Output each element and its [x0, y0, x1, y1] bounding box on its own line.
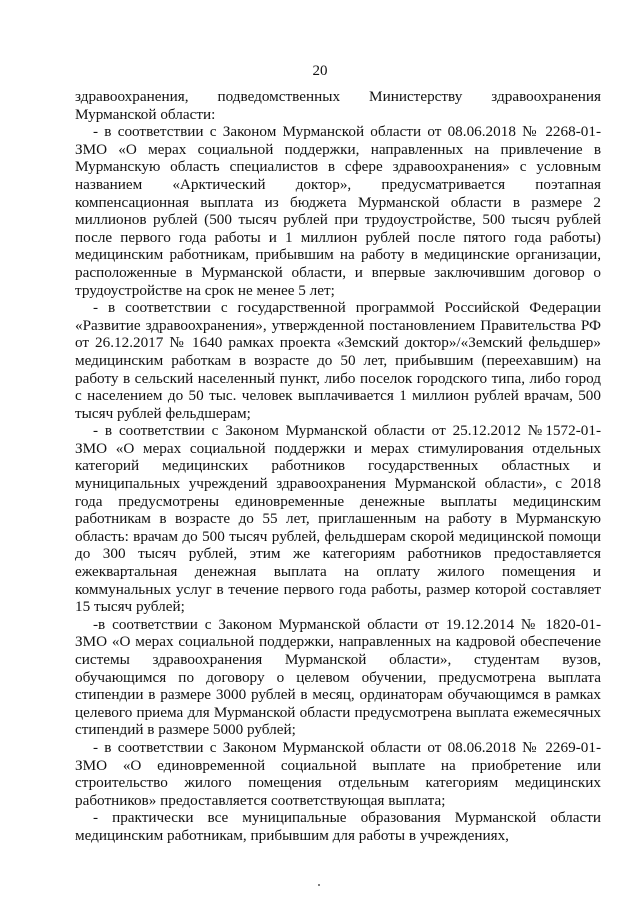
paragraph-law-1572: - в соответствии с Законом Мурманской области от 25.12.2012 №1572-01-ЗМО «О мерах социальной поддержки и мерах стимулирования отдельных категорий медицинских работников государственных областных и муниципальных учреждений здравоохранения Мурманской области», с 2018 года предусмотрены единовременные денежные выплаты медицинским работникам в возрасте до 55 лет, приглашенным на работу в Мурманскую область: врачам до 500 тысяч рублей, фельдшерам скорой медицинской помощи до 300 тысяч рублей, этим же категориям работников предоставляется ежеквартальная денежная выплата на оплату жилого помещения и коммунальных услуг в течение первого года работы, размер которой составляет 15 тысяч рублей; [75, 422, 601, 616]
document-body [75, 88, 601, 845]
page-number: 20 [312, 63, 328, 79]
scan-speck [318, 884, 320, 886]
paragraph-law-2269: - в соответствии с Законом Мурманской области от 08.06.2018 № 2269-01-ЗМО «О единовременной социальной выплате на приобретение или строительство жилого помещения отдельным категориям медицинских работников» предоставляется соответствующая выплата; [75, 738, 601, 809]
paragraph-arctic-doctor: - в соответствии с Законом Мурманской области от 08.06.2018 № 2268-01-ЗМО «О мерах социальной поддержки, направленных на привлечение в Мурманскую область специалистов в сфере здравоохранения» с условным названием «Арктический доктор», предусматривается поэтапная компенсационная выплата из бюджета Мурманской области в размере 2 миллионов рублей (500 тысяч рублей при трудоустройстве, 500 тысяч рублей после первого года работы и 1 миллион рублей после пятого года работы) медицинским работникам, прибывшим на работу в медицинские организации, расположенные в Мурманской области, и впервые заключившим договор о трудоустройстве на срок не менее 5 лет; [75, 123, 601, 299]
paragraph-zemsky-doctor: - в соответствии с государственной программой Российской Федерации «Развитие здравоохранения», утвержденной постановлением Правительства РФ от 26.12.2017 № 1640 рамках проекта «Земский доктор»/«Земский фельдшер» медицинским работкам в возрасте до 50 лет, прибывшим (переехавшим) на работу в сельский населенный пункт, либо поселок городского типа, либо город с населением до 50 тыс. человек выплачивается 1 миллион рублей врачам, 500 тысяч рублей фельдшерам; [75, 299, 601, 422]
paragraph-intro: здравоохранения, подведомственных Министерству здравоохранения Мурманской области: [75, 88, 601, 123]
paragraph-law-1820: -в соответствии с Законом Мурманской области от 19.12.2014 № 1820-01-ЗМО «О мерах социальной поддержки, направленных на кадровой обеспечение системы здравоохранения Мурманской области», студентам вузов, обучающимся по договору о целевом обучении, предусмотрена выплата стипендии в размере 3000 рублей в месяц, ординаторам обучающимся в рамках целевого приема для Мурманской области предусмотрена выплата ежемесячных стипендий в размере 5000 рублей; [75, 615, 601, 739]
paragraph-municipal: - практически все муниципальные образования Мурманской области медицинским работникам, прибывшим для работы в учреждениях, [75, 809, 601, 844]
